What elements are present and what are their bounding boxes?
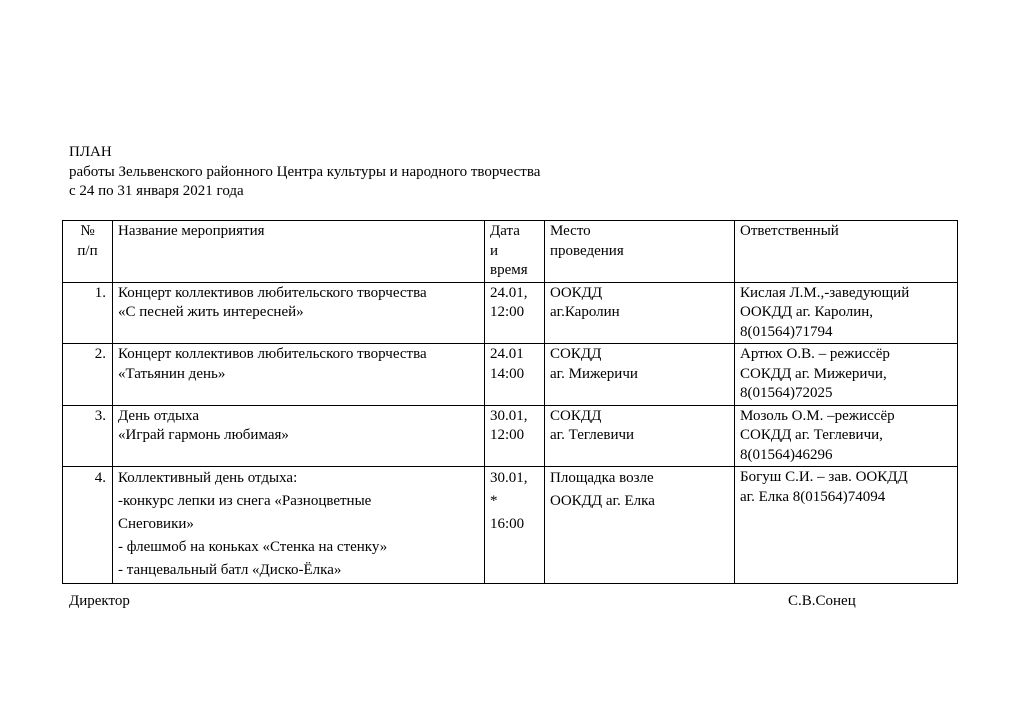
column-header-date-line: Дата	[490, 223, 520, 239]
responsible-line: аг. Елка 8(01564)74094	[740, 488, 886, 505]
column-header-date-line: и	[490, 242, 499, 259]
responsible-line: Кислая Л.М.,-заведующий	[740, 284, 910, 301]
event-name-line: - флешмоб на коньках «Стенка на стенку»	[118, 539, 388, 555]
table-row	[63, 467, 958, 584]
event-responsible-cell	[735, 282, 958, 344]
event-name-line: «С песней жить интересней»	[118, 304, 304, 320]
event-name-line: День отдыха	[118, 407, 200, 424]
event-date-line: 30.01,	[490, 407, 528, 424]
event-place-line: аг.Каролин	[550, 304, 620, 320]
event-date-cell	[485, 405, 545, 467]
event-date-cell	[485, 467, 545, 584]
document-period: с 24 по 31 января 2021 года	[69, 183, 244, 199]
event-place-line: ООКДД	[550, 284, 603, 301]
column-header-num	[63, 221, 113, 283]
event-responsible-cell	[735, 344, 958, 406]
responsible-line: Артюх О.В. – режиссёр	[740, 346, 890, 362]
event-responsible-cell	[735, 467, 958, 584]
event-time-line: 12:00	[490, 304, 525, 320]
responsible-phone: 8(01564)71794	[740, 323, 833, 340]
table-row	[63, 282, 958, 344]
event-date-line: 24.01	[490, 346, 524, 362]
event-name-line: - танцевальный батл «Диско-Ёлка»	[118, 562, 342, 578]
document-subtitle: работы Зельвенского районного Центра культуры и народного творчества	[69, 163, 541, 180]
responsible-line: Мозоль О.М. –режиссёр	[740, 407, 895, 424]
row-number: 4.	[63, 467, 113, 584]
event-name-line: -конкурс лепки из снега «Разноцветные	[118, 493, 372, 509]
event-name-line: «Играй гармонь любимая»	[118, 427, 289, 443]
table-row	[63, 405, 958, 467]
event-name-cell	[113, 344, 485, 406]
event-place-line: ООКДД аг. Елка	[550, 493, 655, 509]
event-date-cell	[485, 344, 545, 406]
event-time-line: 12:00	[490, 427, 525, 443]
responsible-line: СОКДД аг. Теглевичи,	[740, 427, 883, 443]
events-table	[62, 220, 958, 584]
event-name-cell	[113, 467, 485, 584]
event-place-cell	[545, 467, 735, 584]
table-row	[63, 344, 958, 406]
table-header-row	[63, 221, 958, 283]
event-date-mark: *	[490, 493, 498, 509]
row-number: 3.	[63, 405, 113, 467]
event-place-line: аг. Теглевичи	[550, 427, 635, 443]
event-place-cell	[545, 344, 735, 406]
column-header-place-line: проведения	[550, 242, 624, 259]
event-place-line: Площадка возле	[550, 470, 654, 486]
responsible-phone: 8(01564)46296	[740, 446, 833, 463]
responsible-line: СОКДД аг. Мижеричи,	[740, 365, 887, 382]
event-place-cell	[545, 405, 735, 467]
responsible-line: ООКДД аг. Каролин,	[740, 304, 874, 320]
column-header-place	[545, 221, 735, 283]
signatory-name: С.В.Сонец	[788, 593, 856, 609]
event-responsible-cell	[735, 405, 958, 467]
event-date-line: 24.01,	[490, 284, 528, 301]
column-header-responsible: Ответственный	[735, 221, 958, 283]
event-date-cell	[485, 282, 545, 344]
event-name-line: Концерт коллективов любительского творчества	[118, 284, 427, 301]
row-number: 2.	[63, 344, 113, 406]
event-place-cell	[545, 282, 735, 344]
event-name-cell	[113, 405, 485, 467]
event-name-line: Снеговики»	[118, 516, 194, 532]
column-header-num-line: п/п	[77, 242, 98, 259]
column-header-date-line: время	[490, 262, 528, 278]
event-name-cell	[113, 282, 485, 344]
event-name-line: «Татьянин день»	[118, 365, 226, 382]
document-heading	[69, 143, 540, 202]
column-header-name: Название мероприятия	[113, 221, 485, 283]
signatory-position: Директор	[69, 593, 130, 609]
event-time-line: 14:00	[490, 365, 525, 382]
responsible-line: Богуш С.И. – зав. ООКДД	[740, 469, 908, 485]
row-number: 1.	[63, 282, 113, 344]
event-name-line: Коллективный день отдыха:	[118, 470, 298, 486]
column-header-num-line: №	[80, 223, 95, 239]
event-place-line: аг. Мижеричи	[550, 365, 638, 382]
column-header-date	[485, 221, 545, 283]
event-place-line: СОКДД	[550, 407, 602, 424]
column-header-place-line: Место	[550, 223, 591, 239]
event-date-line: 30.01,	[490, 470, 528, 486]
document-title: ПЛАН	[69, 144, 112, 160]
responsible-phone: 8(01564)72025	[740, 385, 833, 401]
event-place-line: СОКДД	[550, 346, 602, 362]
event-time-line: 16:00	[490, 516, 525, 532]
event-name-line: Концерт коллективов любительского творчества	[118, 346, 427, 362]
